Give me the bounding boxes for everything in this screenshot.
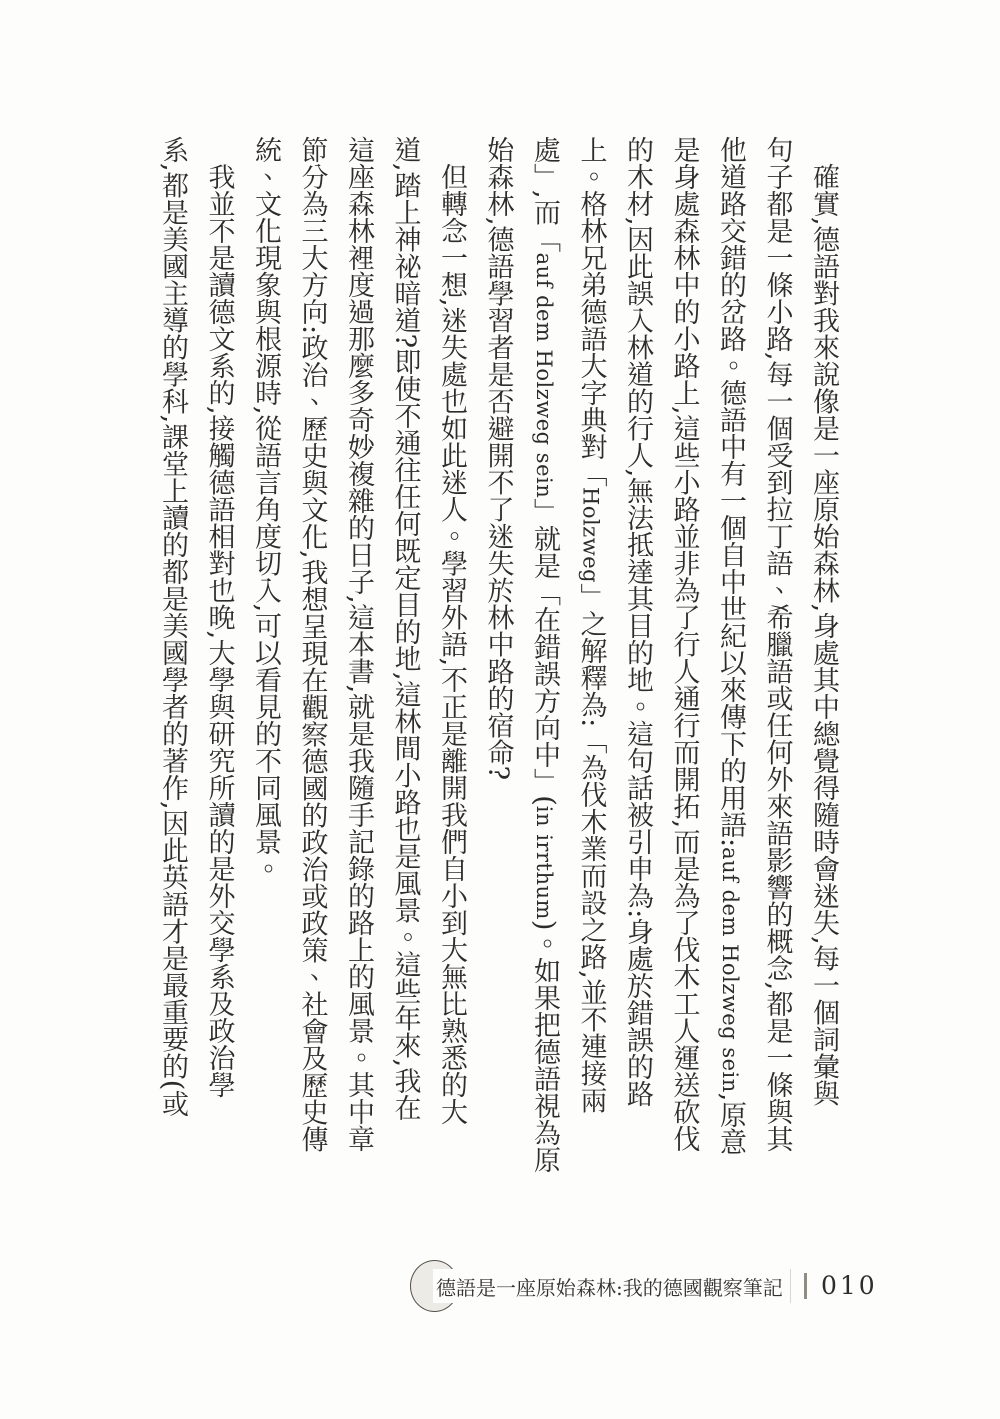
cjk-text: 這座森林裡度過那麼多奇妙複雜的日子,這本書,就是我隨手記錄的路上的風景。其中章 — [343, 136, 374, 1153]
cjk-text: 系,都是美國主導的學科,課堂上讀的都是美國學者的著作,因此英語才是最重要的(或 — [157, 136, 188, 1118]
text-column — [428, 136, 475, 1194]
cjk-text: 統、文化現象與根源時,從語言角度切入,可以看見的不同風景。 — [250, 136, 281, 883]
text-column — [195, 136, 242, 1194]
text-column — [707, 136, 754, 1194]
text-column — [149, 136, 196, 1194]
cjk-text: 但轉念一想,迷失處也如此迷人。學習外語,不正是離開我們自小到大無比熟悉的大 — [436, 163, 467, 1126]
latin-phrase: auf dem Holzweg sein — [718, 847, 742, 1093]
cjk-text: 確實,德語對我來說像是一座原始森林,身處其中總覺得隨時會迷失,每一個詞彙與 — [808, 163, 839, 1107]
footer — [410, 1258, 880, 1318]
text-column — [753, 136, 800, 1194]
book-title: 德語是一座原始森林:我的德國觀察筆記 — [436, 1275, 783, 1300]
text-column — [335, 136, 382, 1194]
text-column — [800, 136, 847, 1194]
text-column — [614, 136, 661, 1194]
cjk-text: 始森林,德語學習者是否避開不了迷失於林中路的宿命? — [482, 136, 514, 781]
text-column — [567, 136, 614, 1194]
text-column — [242, 136, 289, 1194]
cjk-text: 節分為三大方向:政治、歷史與文化,我想呈現在觀察德國的政治或政策、社會及歷史傳 — [296, 136, 328, 1153]
divider-bar — [804, 1273, 807, 1299]
latin-phrase: auf dem Holzweg sein — [532, 252, 556, 499]
cjk-text: 處」,而「 — [529, 136, 560, 253]
cjk-text: 」之解釋為:「為伐木業而設之路,並不連接兩 — [575, 583, 607, 1114]
cjk-text: ,原意 — [715, 1092, 746, 1156]
cjk-text: 的木材,因此誤入林道的行人,無法抵達其目的地。這句話被引申為:身處於錯誤的路 — [622, 136, 653, 1108]
cjk-text: 句子都是一條小路,每一個受到拉丁語、希臘語或任何外來語影響的概念,都是一條與其 — [761, 136, 793, 1153]
cjk-text: 」就是「在錯誤方向中」( — [529, 498, 560, 806]
page-number: 010 — [821, 1271, 878, 1300]
text-column — [288, 136, 335, 1194]
cjk-text: 上。格林兄弟德語大字典對「 — [575, 136, 607, 487]
body-text — [149, 136, 847, 1194]
cjk-text: 道,踏上神祕暗道?即使不通往任何既定目的地,這林間小路也是風景。這些年來,我在 — [389, 136, 421, 1122]
cjk-text: 他道路交錯的岔路。德語中有一個自中世紀以來傳下的用語: — [715, 136, 746, 848]
latin-phrase: Holzweg — [578, 487, 603, 584]
latin-phrase: in irrthum — [532, 805, 556, 920]
cjk-text: 是身處森林中的小路上,這些小路並非為了行人通行而開拓,而是為了伐木工人運送砍伐 — [668, 136, 700, 1153]
text-column — [660, 136, 707, 1194]
cjk-text: )。如果把德語視為原 — [529, 919, 560, 1174]
footer-title-box — [433, 1269, 791, 1303]
text-column — [381, 136, 428, 1194]
cjk-text: 我並不是讀德文系的,接觸德語相對也晚,大學與研究所讀的是外交學系及政治學 — [203, 163, 235, 1099]
text-column — [474, 136, 521, 1194]
text-column — [521, 136, 568, 1194]
